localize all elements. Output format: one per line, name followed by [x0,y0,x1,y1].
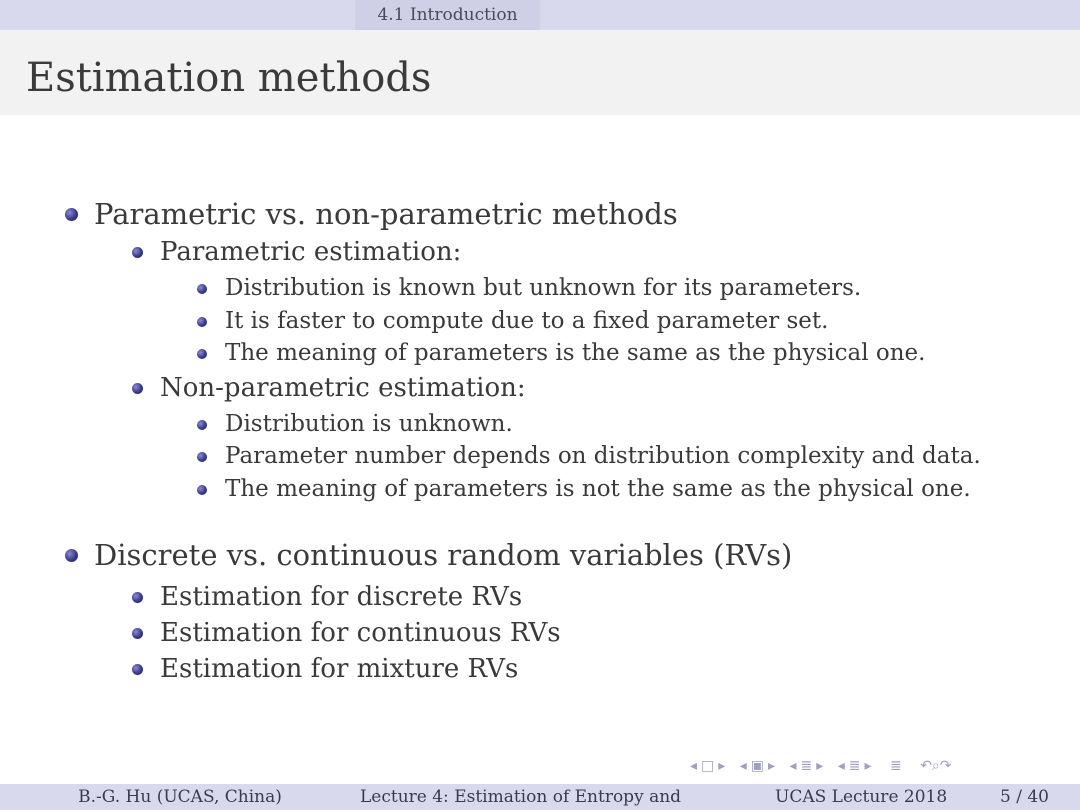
section-nav-link[interactable]: 4.1 Introduction [355,0,540,30]
nav-prev-doc-icon[interactable]: ◂ [837,758,845,774]
list-item: Discrete vs. continuous random variables (RVs) [0,535,1080,575]
nav-next-frame-icon[interactable]: ▸ [718,758,726,774]
nav-search-icon[interactable]: ↶⌕↷ [920,758,952,774]
bullet-icon [132,247,143,258]
headline-bar [0,0,1080,30]
bullet-icon [65,208,78,221]
nav-doc-icon[interactable]: ≣ [848,758,861,774]
bullet-icon [197,317,207,327]
nav-frame-icon[interactable]: □ [701,758,715,774]
footer-page-number: 5 / 40 [1000,787,1049,807]
list-item: Distribution is known but unknown for its parameters. [0,272,1080,305]
bullet-icon [197,349,207,359]
nav-prev-section-icon[interactable]: ◂ [789,758,797,774]
nav-next-subsection-icon[interactable]: ▸ [768,758,776,774]
list-item: It is faster to compute due to a fixed parameter set. [0,305,1080,338]
list-item: The meaning of parameters is the same as the physical one. [0,337,1080,370]
list-item: Estimation for discrete RVs [0,579,1080,615]
footer-bar [0,784,1080,810]
nav-next-section-icon[interactable]: ▸ [816,758,824,774]
nav-prev-subsection-icon[interactable]: ◂ [739,758,747,774]
bullet-icon [132,592,143,603]
list-item: Parametric estimation: [0,234,1080,270]
list-item: Parametric vs. non-parametric methods [0,194,1080,234]
nav-prev-frame-icon[interactable]: ◂ [690,758,698,774]
list-item: Non-parametric estimation: [0,370,1080,406]
nav-subsection-icon[interactable]: ▣ [750,758,765,774]
content-block-2 [0,535,1080,687]
list-item: Estimation for mixture RVs [0,651,1080,687]
nav-align-icon[interactable]: ≣ [890,758,902,774]
bullet-icon [197,452,207,462]
frame-title-bar [0,30,1080,115]
nav-section-icon[interactable]: ≣ [800,758,813,774]
footer-event: UCAS Lecture 2018 [775,787,948,807]
bullet-icon [132,383,143,394]
bullet-icon [132,628,143,639]
list-item: Parameter number depends on distribution complexity and data. [0,440,1080,473]
footer-lecture-title: Lecture 4: Estimation of Entropy and [360,787,682,807]
bullet-icon [197,485,207,495]
footer-author: B.-G. Hu (UCAS, China) [78,787,282,807]
bullet-icon [132,664,143,675]
bullet-icon [197,284,207,294]
content-block-1 [0,194,1080,505]
bullet-icon [65,549,78,562]
list-item: The meaning of parameters is not the same as the physical one. [0,473,1080,506]
nav-next-doc-icon[interactable]: ▸ [864,758,872,774]
page-title: Estimation methods [26,55,432,101]
list-item: Distribution is unknown. [0,408,1080,441]
bullet-icon [197,420,207,430]
beamer-navigation-bar [690,758,956,778]
list-item: Estimation for continuous RVs [0,615,1080,651]
